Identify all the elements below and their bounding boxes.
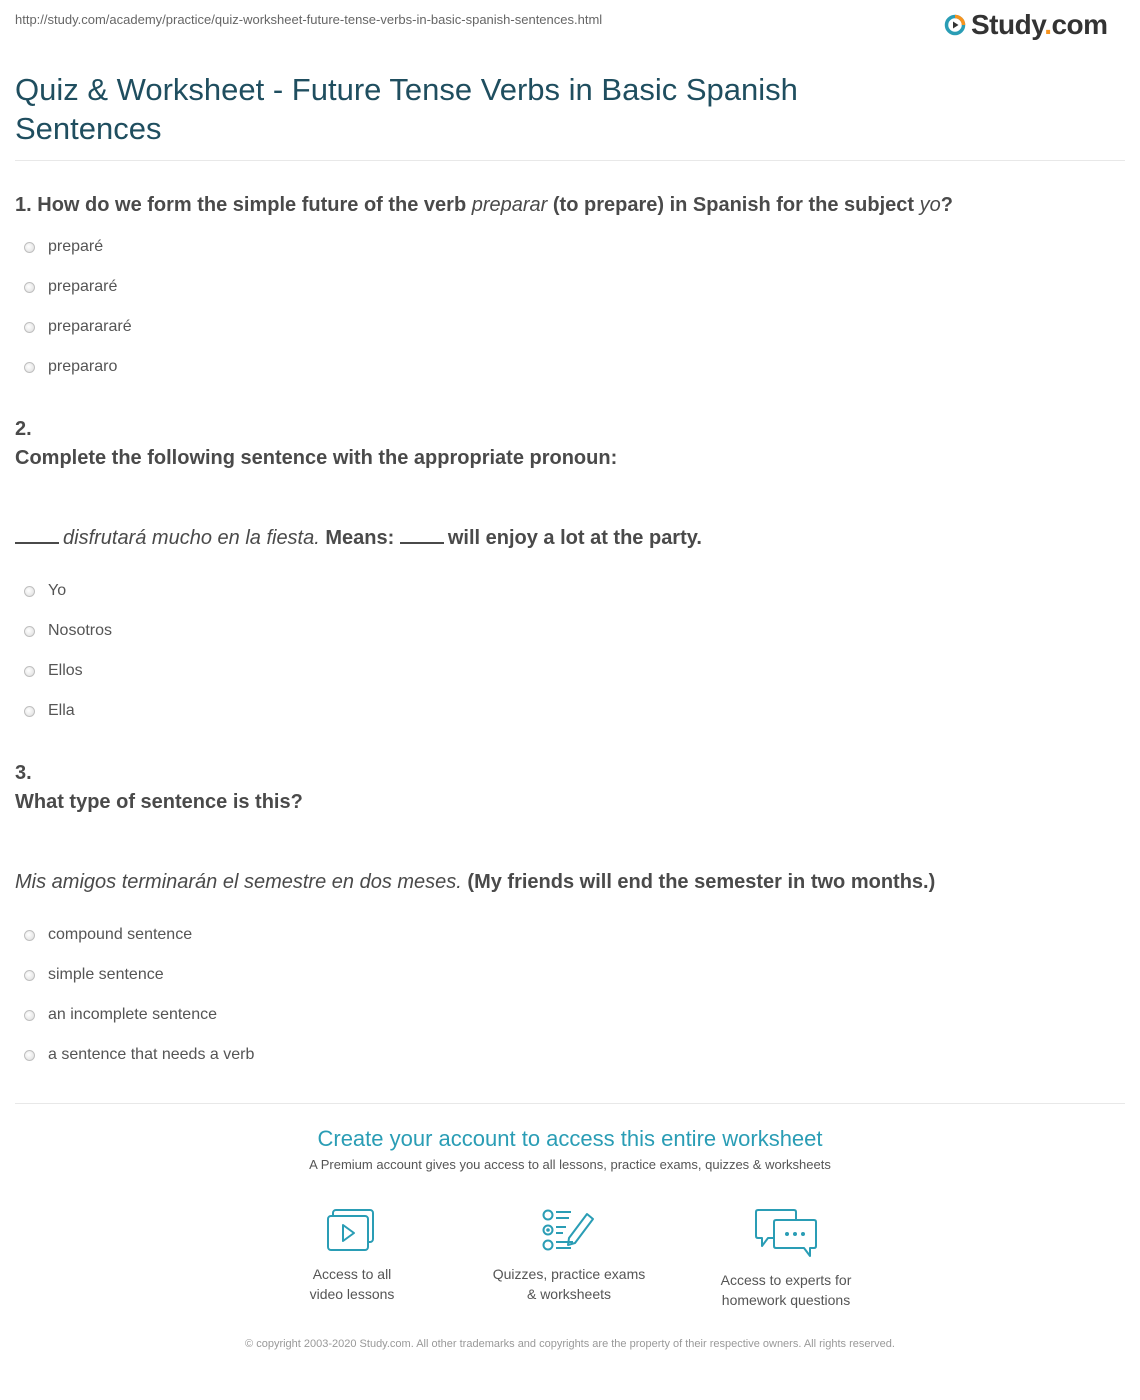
radio-button[interactable] <box>24 666 35 677</box>
cta-subtitle: A Premium account gives you access to all lessons, practice exams, quizzes & worksheets <box>309 1157 831 1172</box>
q1-option-3[interactable]: preparararé <box>24 318 132 336</box>
radio-button[interactable] <box>24 706 35 717</box>
page-title: Quiz & Worksheet - Future Tense Verbs in Basic Spanish Sentences <box>15 72 798 146</box>
question-3-prompt: What type of sentence is this? <box>15 791 303 813</box>
question-2-sentence: disfrutará mucho en la fiesta. Means: will enjoy a lot at the party. <box>15 527 702 550</box>
video-lessons-icon <box>326 1208 378 1252</box>
question-3-sentence: Mis amigos terminarán el semestre en dos meses. (My friends will end the semester in two months.) <box>15 871 936 893</box>
divider <box>15 1103 1125 1104</box>
radio-button[interactable] <box>24 1050 35 1061</box>
copyright-footer: © copyright 2003-2020 Study.com. All other trademarks and copyrights are the property of their respective owners. All rights reserved. <box>245 1338 895 1350</box>
quiz-checklist-icon <box>541 1208 597 1252</box>
radio-button[interactable] <box>24 970 35 981</box>
feature-video-lessons: Access to all video lessons <box>252 1208 452 1304</box>
question-2-number: 2. <box>15 418 32 440</box>
question-1: 1. How do we form the simple future of the verb preparar (to prepare) in Spanish for the subject yo? <box>15 194 953 216</box>
q1-option-4[interactable]: prepararo <box>24 358 117 376</box>
blank-line <box>400 542 444 544</box>
blank-line <box>15 542 59 544</box>
radio-button[interactable] <box>24 242 35 253</box>
q2-option-4[interactable]: Ella <box>24 702 75 720</box>
q1-option-2[interactable]: prepararé <box>24 278 117 296</box>
radio-button[interactable] <box>24 930 35 941</box>
feature-quizzes: Quizzes, practice exams & worksheets <box>469 1208 669 1304</box>
create-account-link[interactable]: Create your account to access this entire worksheet <box>317 1126 823 1151</box>
radio-button[interactable] <box>24 322 35 333</box>
page-url: http://study.com/academy/practice/quiz-worksheet-future-tense-verbs-in-basic-spanish-sentences.html <box>15 12 603 27</box>
play-logo-icon <box>944 14 966 36</box>
radio-button[interactable] <box>24 626 35 637</box>
q2-option-2[interactable]: Nosotros <box>24 622 112 640</box>
radio-button[interactable] <box>24 282 35 293</box>
q3-option-2[interactable]: simple sentence <box>24 966 164 984</box>
question-2-prompt: Complete the following sentence with the appropriate pronoun: <box>15 447 618 469</box>
q2-option-3[interactable]: Ellos <box>24 662 83 680</box>
q3-option-4[interactable]: a sentence that needs a verb <box>24 1046 254 1064</box>
q3-option-1[interactable]: compound sentence <box>24 926 192 944</box>
chat-bubbles-icon <box>754 1208 818 1258</box>
feature-experts: Access to experts for homework questions <box>686 1208 886 1310</box>
question-3-number: 3. <box>15 762 32 784</box>
logo-text: Study.com <box>971 9 1108 40</box>
q1-option-1[interactable]: preparé <box>24 238 103 256</box>
radio-button[interactable] <box>24 362 35 373</box>
radio-button[interactable] <box>24 586 35 597</box>
radio-button[interactable] <box>24 1010 35 1021</box>
q2-option-1[interactable]: Yo <box>24 582 66 600</box>
q3-option-3[interactable]: an incomplete sentence <box>24 1006 217 1024</box>
study-logo[interactable] <box>944 8 1108 42</box>
divider <box>15 160 1125 161</box>
